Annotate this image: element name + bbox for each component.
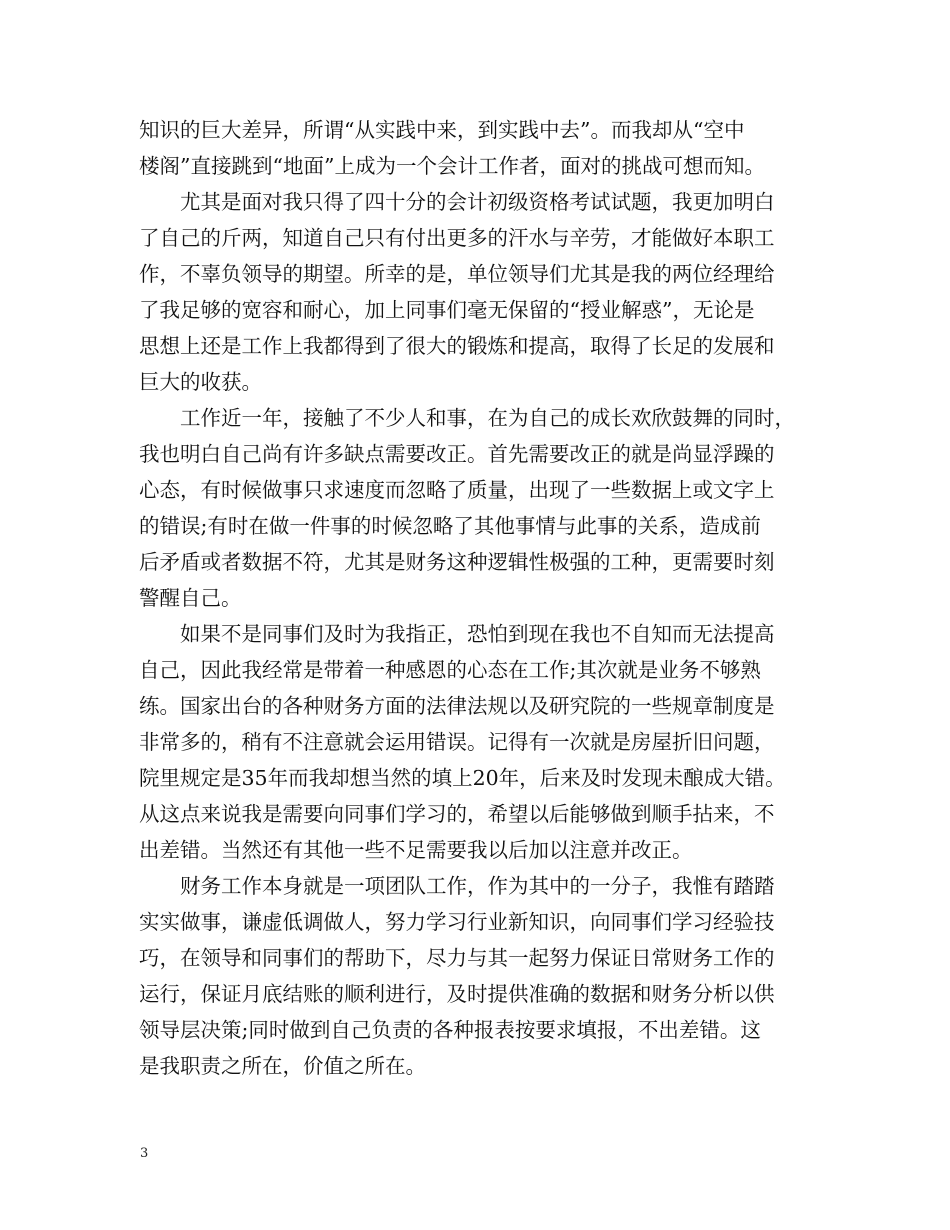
text-line: 思想上还是工作上我都得到了很大的锻炼和提高，取得了长足的发展和 [139, 334, 775, 358]
text-line: 巧，在领导和同事们的帮助下，尽力与其一起努力保证日常财务工作的 [139, 946, 775, 970]
text-line: 财务工作本身就是一项团队工作，作为其中的一分子，我惟有踏踏 [139, 874, 775, 898]
text-line: 警醒自己。 [139, 586, 242, 610]
text-line: 了我足够的宽容和耐心，加上同事们毫无保留的“授业解惑”，无论是 [139, 298, 755, 322]
text-line: 心态，有时候做事只求速度而忽略了质量，出现了一些数据上或文字上 [139, 478, 775, 502]
text-line: 如果不是同事们及时为我指正，恐怕到现在我也不自知而无法提高 [139, 622, 775, 646]
text-line: 了自己的斤两，知道自己只有付出更多的汗水与辛劳，才能做好本职工 [139, 226, 775, 250]
text-line: 运行，保证月底结账的顺利进行，及时提供准确的数据和财务分析以供 [139, 982, 775, 1006]
text-line: 后矛盾或者数据不符，尤其是财务这种逻辑性极强的工种，更需要时刻 [139, 550, 775, 574]
text-line: 实实做事，谦虚低调做人，努力学习行业新知识，向同事们学习经验技 [139, 910, 775, 934]
text-line: 知识的巨大差异，所谓“从实践中来，到实践中去”。而我却从“空中 [139, 118, 745, 142]
text-line: 是我职责之所在，价值之所在。 [139, 1054, 426, 1078]
text-line: 尤其是面对我只得了四十分的会计初级资格考试试题，我更加明白 [139, 190, 775, 214]
page-number: 3 [140, 1146, 149, 1161]
text-line: 的错误;有时在做一件事的时候忽略了其他事情与此事的关系，造成前 [139, 514, 761, 538]
text-line: 非常多的，稍有不注意就会运用错误。记得有一次就是房屋折旧问题， [139, 730, 775, 754]
text-line: 领导层决策;同时做到自己负责的各种报表按要求填报，不出差错。这 [139, 1018, 761, 1042]
text-line: 院里规定是35年而我却想当然的填上20年，后来及时发现未酿成大错。 [139, 766, 786, 790]
text-line: 我也明白自己尚有许多缺点需要改正。首先需要改正的就是尚显浮躁的 [139, 442, 775, 466]
text-line: 从这点来说我是需要向同事们学习的，希望以后能够做到顺手拈来，不 [139, 802, 775, 826]
text-line: 自己，因此我经常是带着一种感恩的心态在工作;其次就是业务不够熟 [139, 658, 761, 682]
body-text [139, 112, 829, 1084]
text-line: 作，不辜负领导的期望。所幸的是，单位领导们尤其是我的两位经理给 [139, 262, 775, 286]
text-line: 练。国家出台的各种财务方面的法律法规以及研究院的一些规章制度是 [139, 694, 775, 718]
text-line: 楼阁”直接跳到“地面”上成为一个会计工作者，面对的挑战可想而知。 [139, 154, 765, 178]
text-line: 出差错。当然还有其他一些不足需要我以后加以注意并改正。 [139, 838, 693, 862]
text-line: 巨大的收获。 [139, 370, 262, 394]
text-line: 工作近一年，接触了不少人和事，在为自己的成长欢欣鼓舞的同时， [139, 406, 795, 430]
